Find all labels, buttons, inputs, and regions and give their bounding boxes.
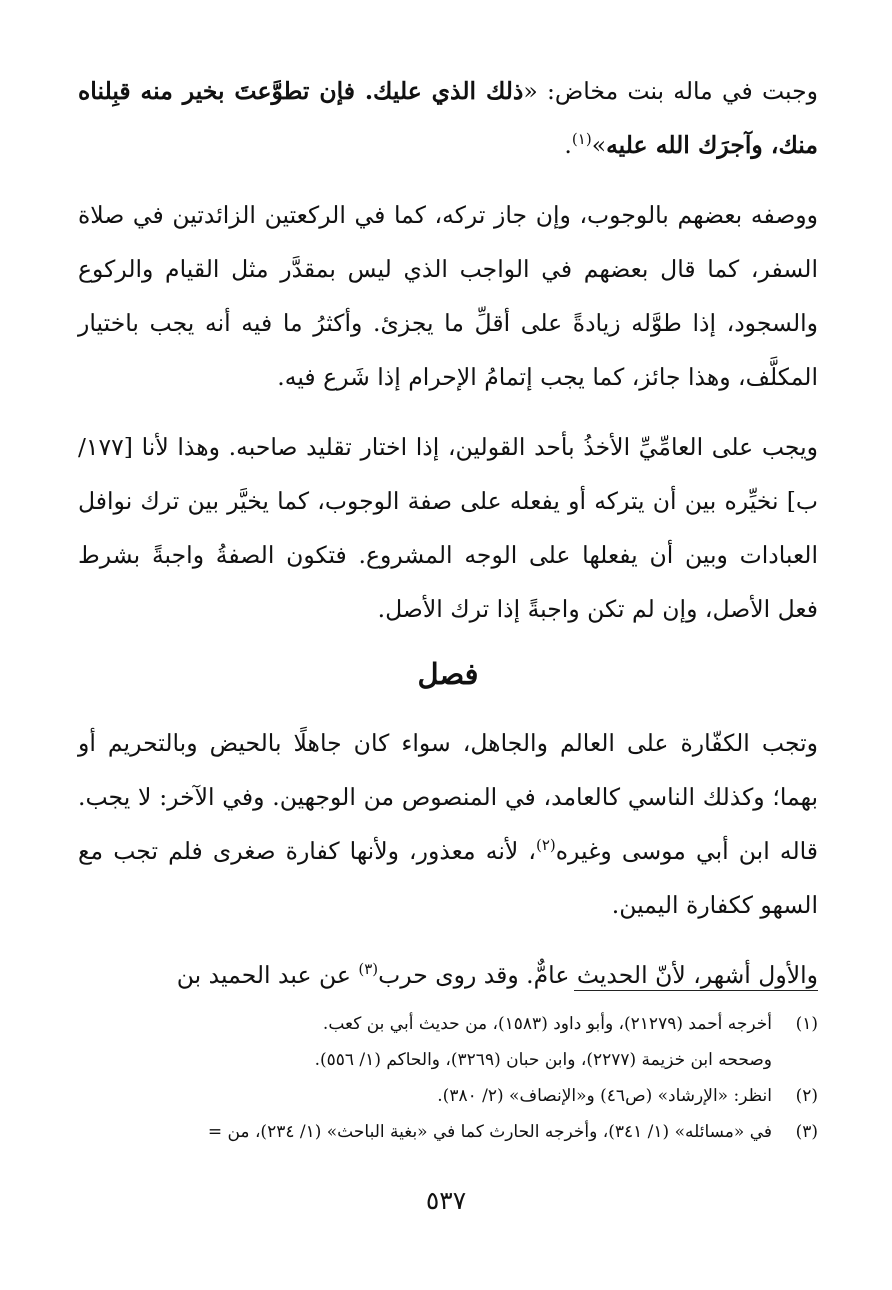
paragraph-5-text-b: عن عبد الحميد بن	[176, 961, 359, 989]
page-number: ٥٣٧	[425, 1186, 467, 1215]
footnotes	[70, 1006, 818, 1150]
hadith-quote: ذلك الذي عليك. فإن تطوَّعتَ بخير منه قبِلناه منك، وآجرَك الله عليه	[78, 77, 818, 159]
page-body	[78, 64, 818, 1018]
footnote-text: في «مسائله» (١/ ٣٤١)، وأخرجه الحارث كما في «بغية الباحث» (١/ ٢٣٤)، من =	[207, 1122, 772, 1142]
footnote-number: (١)	[795, 1014, 818, 1034]
paragraph-4-text-a: وتجب الكفّارة على العالم والجاهل، سواء كان جاهلًا بالحيض وبالتحريم أو بهما؛ وكذلك الناسي كالعامد، في المنصوص من الوجهين. وفي الآخر: لا يجب. قاله ابن أبي موسى وغيره	[78, 729, 818, 865]
footnote-number: (٢)	[795, 1086, 818, 1106]
footnote-ref-3: (٣)	[358, 960, 379, 979]
paragraph-1-end: .	[564, 131, 572, 159]
footnote-ref-2: (٢)	[535, 836, 556, 855]
footnote-1	[70, 1006, 818, 1042]
footnote-number: (٣)	[795, 1122, 818, 1142]
footnote-separator	[574, 990, 818, 991]
paragraph-5-text-a: والأول أشهر، لأنّ الحديث عامٌّ. وقد روى حرب	[378, 961, 818, 989]
footnote-3	[70, 1114, 818, 1150]
footnote-2	[70, 1078, 818, 1114]
paragraph-2: ووصفه بعضهم بالوجوب، وإن جاز تركه، كما في الركعتين الزائدتين في صلاة السفر، كما قال بعضهم في الواجب الذي ليس بمقدَّر مثل القيام والركوع والسجود، إذا طوَّله زيادةً على أقلِّ ما يجزئ. وأكثرُ ما فيه أنه يجب باختيار المكلَّف، وهذا جائز، كما يجب إتمامُ الإحرام إذا شَرع فيه.	[78, 201, 818, 391]
paragraph-1-intro: وجبت في ماله بنت مخاض: «	[523, 77, 818, 105]
footnote-text: أخرجه أحمد (٢١٢٧٩)، وأبو داود (١٥٨٣)، من حديث أبي بن كعب.	[322, 1014, 772, 1034]
quote-close: »	[591, 131, 607, 159]
paragraph-4-text-b: ، لأنه معذور، ولأنها كفارة صغرى فلم تجب مع السهو ككفارة اليمين.	[78, 837, 818, 919]
section-heading: فصل	[417, 657, 479, 691]
footnote-1-continuation: وصححه ابن خزيمة (٢٢٧٧)، وابن حبان (٣٢٦٩)، والحاكم (١/ ٥٥٦).	[314, 1050, 772, 1070]
paragraph-5	[78, 948, 818, 1002]
footnote-ref-1: (١)	[571, 130, 592, 149]
paragraph-4	[78, 716, 818, 932]
paragraph-1	[78, 64, 818, 172]
footnote-text: انظر: «الإرشاد» (ص٤٦) و«الإنصاف» (٢/ ٣٨٠).	[437, 1086, 772, 1106]
paragraph-3: ويجب على العامِّيِّ الأخذُ بأحد القولين، إذا اختار تقليد صاحبه. وهذا لأنا [١٧٧/ب] نخيِّره بين أن يتركه أو يفعله على صفة الوجوب، كما يخيَّر بين ترك نوافل العبادات وبين أن يفعلها على الوجه المشروع. فتكون الصفةُ واجبةً بشرط فعل الأصل، وإن لم تكن واجبةً إذا ترك الأصل.	[78, 433, 818, 623]
